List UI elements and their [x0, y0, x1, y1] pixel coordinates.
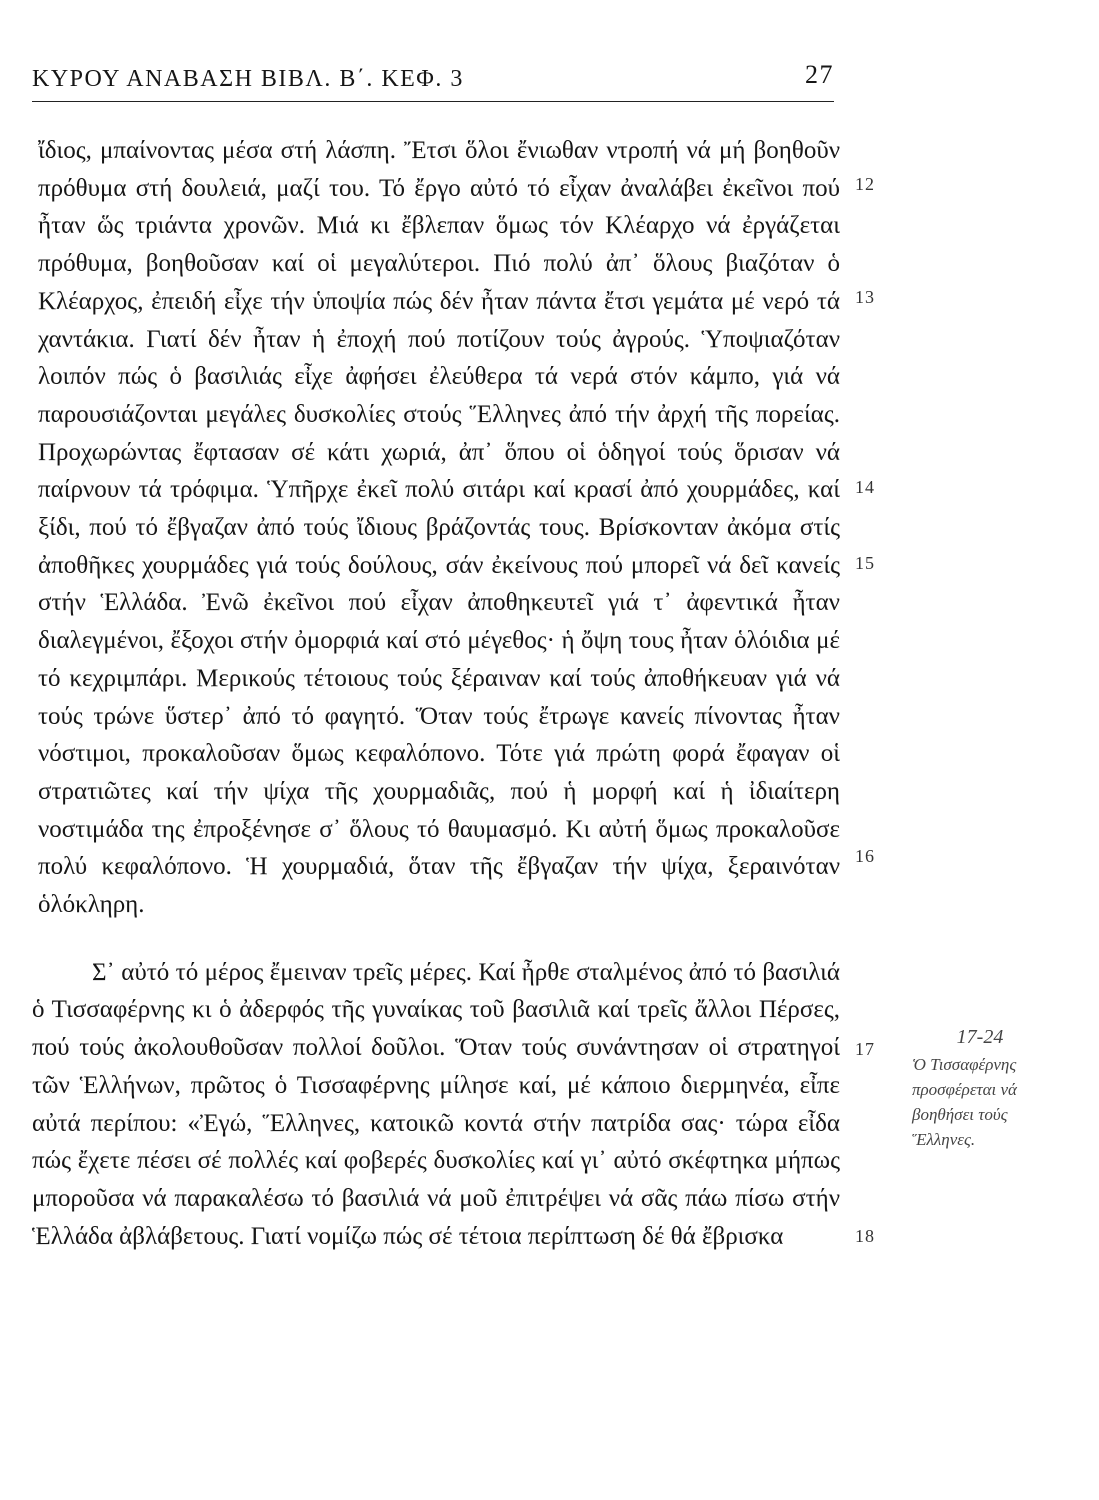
section-number-17: 17: [855, 1039, 875, 1059]
paragraph-1: ἴδιος, μπαίνοντας μέσα στή λάσπη. Ἔτσι ὅλοι ἔνιωθαν ντροπή νά μή βοηθοῦν πρόθυμα στή δουλειά, μαζί του. Τό ἔργο αὐτό τό εἶχαν ἀναλάβει ἐκεῖνοι πού ἦταν ὥς τριάντα χρονῶν. Μιά κι ἔβλεπαν ὅμως τόν Κλέαρχο νά ἐργάζεται πρόθυμα, βοηθοῦσαν καί οἱ μεγαλύτεροι. Πιό πολύ ἀπ᾽ ὅλους βιαζόταν ὁ Κλέαρχος, ἐπειδή εἶχε τήν ὑποψία πώς δέν ἦταν πάντα ἔτσι γεμάτα μέ νερό τά χαντάκια. Γιατί δέν ἦταν ἡ ἐποχή πού ποτίζουν τούς ἀγρούς. Ὑποψιαζόταν λοιπόν πώς ὁ βασιλιάς εἶχε ἀφήσει ἐλεύθερα τά νερά στόν κάμπο, γιά νά παρουσιάζονται μεγάλες δυσκολίες στούς Ἕλληνες ἀπό τήν ἀρχή τῆς πορείας. Προχωρώντας ἔφτασαν σέ κάτι χωριά, ἀπ᾽ ὅπου οἱ ὁδηγοί τούς ὅρισαν νά παίρνουν τά τρόφιμα. Ὑπῆρχε ἐκεῖ πολύ σιτάρι καί κρασί ἀπό χουρμάδες, καί ξίδι, πού τό ἔβγαζαν ἀπό τούς ἴδιους βράζοντάς τους. Βρίσκονταν ἀκόμα στίς ἀποθῆκες χουρμάδες γιά τούς δούλους, σάν ἐκείνους πού μπορεῖ νά δεῖ κανείς στήν Ἑλλάδα. Ἐνῶ ἐκεῖνοι πού εἶχαν ἀποθηκευτεῖ γιά τ᾽ ἀφεντικά ἦταν διαλεγμένοι, ἔξοχοι στήν ὀμορφιά καί στό μέγεθος· ἡ ὄψη τους ἦταν ὁλόιδια μέ τό κεχριμπάρι. Μερικούς τέτοιους τούς ξέραιναν καί τούς ἀποθήκευαν γιά νά τούς τρώνε ὕστερ᾽ ἀπό τό φαγητό. Ὅταν τούς ἔτρωγε κανείς πίνοντας ἦταν νόστιμοι, προκαλοῦσαν ὅμως κεφαλόπονο. Τότε γιά πρώτη φορά ἔφαγαν οἱ στρατιῶτες καί τήν ψίχα τῆς χουρμαδιᾶς, πού ἡ μορφή καί ἡ ἰδιαίτερη νοστιμάδα της ἐπροξένησε σ᾽ ὅλους τό θαυμασμό. Κι αὐτή ὅμως προκαλοῦσε πολύ κεφαλόπονο. Ἡ χουρμαδιά, ὅταν τῆς ἔβγαζαν τήν ψίχα, ξεραινόταν ὁλόκληρη.: [38, 137, 840, 919]
header-rule: [32, 101, 834, 102]
section-number-13: 13: [855, 287, 875, 307]
main-text: [32, 132, 840, 1255]
section-number-16: 16: [855, 846, 875, 866]
section-number-18: 18: [855, 1226, 875, 1246]
paragraph-2: Σ᾽ αὐτό τό μέρος ἔμειναν τρεῖς μέρες. Καί ἦρθε σταλμένος ἀπό τό βασιλιά ὁ Τισσαφέρνης κι ὁ ἀδερφός τῆς γυναίκας τοῦ βασιλιᾶ καί τρεῖς ἄλλοι Πέρσες, πού τούς ἀκολουθοῦσαν πολλοί δοῦλοι. Ὅταν τούς συνάντησαν οἱ στρατηγοί τῶν Ἑλλήνων, πρῶτος ὁ Τισσαφέρνης μίλησε καί, μέ κάποιο διερμηνέα, εἶπε αὐτά περίπου: «Ἐγώ, Ἕλληνες, κατοικῶ κοντά στήν πατρίδα σας· τώρα εἶδα πώς ἔχετε πέσει σέ πολλές καί φοβερές δυσκολίες καί γι᾽ αὐτό σκέφτηκα μήπως μποροῦσα νά παρακαλέσω τό βασιλιά νά μοῦ ἐπιτρέψει νά σᾶς πάω πίσω στήν Ἑλλάδα ἀβλάβετους. Γιατί νομίζω πώς σέ τέτοια περίπτωση δέ θά ἔβρισκα: [32, 958, 840, 1250]
margin-note-text: Ὁ Τισσαφέρνης προσφέρεται νά βοηθήσει τούς Ἕλληνες.: [912, 1055, 1017, 1149]
section-number-15: 15: [855, 553, 875, 573]
section-number-12: 12: [855, 174, 875, 194]
page-number: 27: [805, 60, 834, 89]
margin-note: [892, 1024, 1068, 1152]
margin-note-range: 17-24: [956, 1026, 1004, 1048]
running-title: ΚΥΡΟΥ ΑΝΑΒΑΣΗ ΒΙΒΛ. Β΄. ΚΕΦ. 3: [32, 66, 464, 92]
section-number-14: 14: [855, 477, 875, 497]
running-header: [32, 60, 834, 94]
